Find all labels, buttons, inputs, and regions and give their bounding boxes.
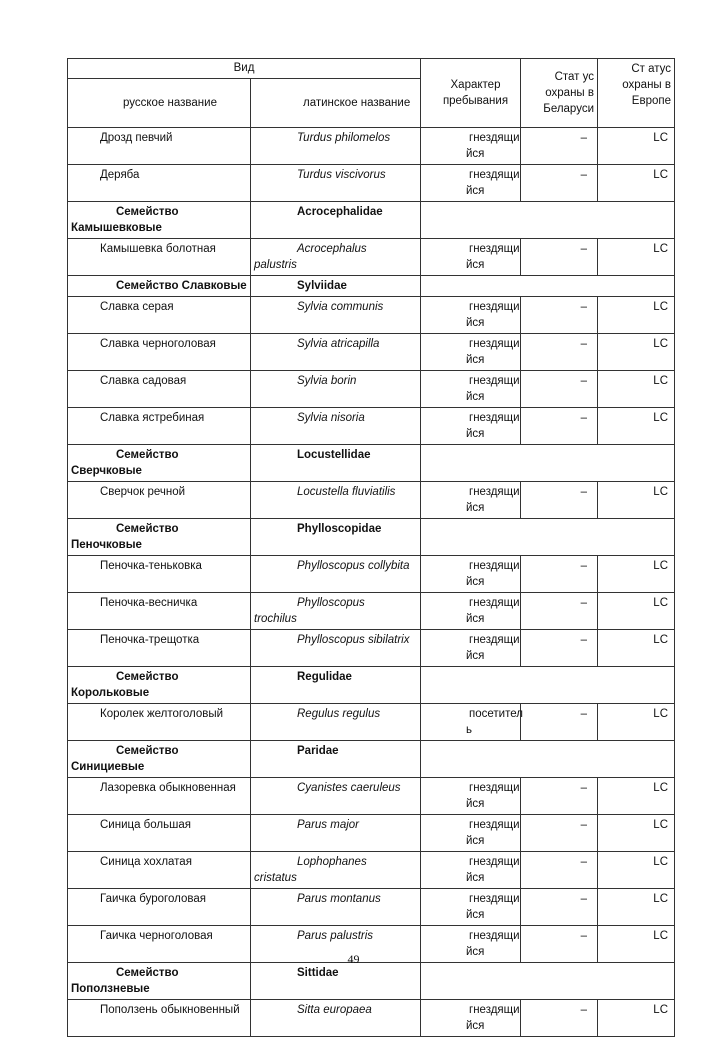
latin-name: Regulus regulus (297, 708, 381, 720)
family-russian-name (68, 445, 251, 482)
character-cell (421, 704, 521, 741)
russian-name: Синица большая (68, 815, 251, 852)
character-cell (421, 165, 521, 202)
character-line1: гнездящи (469, 1004, 520, 1016)
latin-name: Sitta europaea (297, 1004, 372, 1016)
family-label: Семейство (116, 523, 179, 535)
status-belarus: – (521, 630, 598, 667)
latin-name-cell (251, 852, 421, 889)
page-number: 49 (347, 952, 360, 966)
latin-name-cell (251, 371, 421, 408)
russian-name: Деряба (68, 165, 251, 202)
character-line1: гнездящи (469, 243, 520, 255)
latin-name-cell (251, 778, 421, 815)
character-line2: йся (466, 576, 485, 588)
header-status-belarus: Стат ус охраны в Беларуси (521, 59, 598, 128)
latin-name-cell (251, 1000, 421, 1037)
character-line1: посетител (469, 708, 523, 720)
status-belarus: – (521, 297, 598, 334)
family-label: Семейство (116, 671, 179, 683)
status-belarus: – (521, 371, 598, 408)
status-europe: LC (598, 334, 675, 371)
family-latin-name: Phylloscopidae (251, 519, 421, 556)
family-label: Семейство (116, 745, 179, 757)
character-line2: йся (466, 391, 485, 403)
character-line1: гнездящи (469, 412, 520, 424)
header-character: Характер пребывания (421, 59, 521, 128)
family-empty-cell (421, 276, 675, 297)
latin-name-line1: Phylloscopus (297, 597, 365, 609)
russian-name: Сверчок речной (68, 482, 251, 519)
status-belarus: – (521, 482, 598, 519)
character-cell (421, 630, 521, 667)
latin-name: Sylvia communis (297, 301, 384, 313)
header-russian-name: русское название (68, 79, 251, 128)
header-latin-name: латинское название (251, 79, 421, 128)
family-empty-cell (421, 667, 675, 704)
latin-name-cell (251, 889, 421, 926)
family-empty-cell (421, 741, 675, 778)
character-cell (421, 239, 521, 276)
latin-name: Parus major (297, 819, 359, 831)
family-name: Синициевые (71, 761, 145, 773)
family-latin-name: Sylviidae (251, 276, 421, 297)
table-row (68, 1000, 675, 1037)
character-cell (421, 889, 521, 926)
latin-name-cell (251, 704, 421, 741)
family-row (68, 667, 675, 704)
family-latin-name: Regulidae (251, 667, 421, 704)
latin-name-cell (251, 334, 421, 371)
character-line2: йся (466, 650, 485, 662)
latin-name: Phylloscopus collybita (297, 560, 410, 572)
status-belarus: – (521, 128, 598, 165)
latin-name: Parus palustris (297, 930, 374, 942)
character-line2: йся (466, 259, 485, 271)
status-europe: LC (598, 926, 675, 963)
character-line2: йся (466, 798, 485, 810)
status-belarus: – (521, 334, 598, 371)
family-empty-cell (421, 963, 675, 1000)
family-latin-name: Locustellidae (251, 445, 421, 482)
latin-name-cell (251, 593, 421, 630)
russian-name: Славка садовая (68, 371, 251, 408)
character-line1: гнездящи (469, 375, 520, 387)
character-line2: йся (466, 613, 485, 625)
character-cell (421, 297, 521, 334)
character-line2: йся (466, 1020, 485, 1032)
header-status-europe: Ст атус охраны в Европе (598, 59, 675, 128)
family-empty-cell (421, 519, 675, 556)
status-europe: LC (598, 630, 675, 667)
status-belarus: – (521, 239, 598, 276)
latin-name-cell (251, 297, 421, 334)
russian-name: Гаичка буроголовая (68, 889, 251, 926)
character-cell (421, 334, 521, 371)
status-europe: LC (598, 297, 675, 334)
status-belarus: – (521, 852, 598, 889)
character-line2: йся (466, 354, 485, 366)
status-europe: LC (598, 408, 675, 445)
family-russian-name (68, 963, 251, 1000)
russian-name: Дрозд певчий (68, 128, 251, 165)
character-line2: йся (466, 428, 485, 440)
status-belarus: – (521, 593, 598, 630)
table-row (68, 482, 675, 519)
character-line1: гнездящи (469, 634, 520, 646)
character-cell (421, 778, 521, 815)
status-europe: LC (598, 165, 675, 202)
latin-name-cell (251, 239, 421, 276)
russian-name: Славка серая (68, 297, 251, 334)
header-vid: Вид (68, 59, 421, 79)
character-line2: йся (466, 872, 485, 884)
latin-name-cell (251, 630, 421, 667)
character-line2: йся (466, 909, 485, 921)
status-europe: LC (598, 852, 675, 889)
table-row (68, 889, 675, 926)
character-line1: гнездящи (469, 782, 520, 794)
character-line1: гнездящи (469, 930, 520, 942)
family-label: Семейство (116, 449, 179, 461)
latin-name-cell (251, 165, 421, 202)
family-name: Корольковые (71, 687, 150, 699)
character-line1: гнездящи (469, 560, 520, 572)
character-line1: гнездящи (469, 301, 520, 313)
latin-name-cell (251, 556, 421, 593)
character-line2: йся (466, 185, 485, 197)
character-line1: гнездящи (469, 338, 520, 350)
table-row (68, 165, 675, 202)
table-row (68, 630, 675, 667)
latin-name: Turdus viscivorus (297, 169, 386, 181)
family-name: Пеночковые (71, 539, 142, 551)
family-russian-name (68, 202, 251, 239)
status-europe: LC (598, 482, 675, 519)
family-russian-name (68, 276, 251, 297)
character-line2: йся (466, 502, 485, 514)
character-line2: йся (466, 946, 485, 958)
latin-name: Sylvia atricapilla (297, 338, 380, 350)
character-line2: йся (466, 835, 485, 847)
character-cell (421, 482, 521, 519)
status-belarus: – (521, 165, 598, 202)
russian-name: Славка ястребиная (68, 408, 251, 445)
character-cell (421, 408, 521, 445)
status-belarus: – (521, 815, 598, 852)
character-cell (421, 815, 521, 852)
character-line1: гнездящи (469, 169, 520, 181)
latin-name: Phylloscopus sibilatrix (297, 634, 410, 646)
table-row (68, 334, 675, 371)
russian-name: Пеночка-весничка (68, 593, 251, 630)
character-line1: гнездящи (469, 486, 520, 498)
family-row (68, 963, 675, 1000)
status-belarus: – (521, 1000, 598, 1037)
status-belarus: – (521, 778, 598, 815)
russian-name: Пеночка-теньковка (68, 556, 251, 593)
table-row (68, 239, 675, 276)
status-europe: LC (598, 889, 675, 926)
family-label: Семейство (116, 206, 179, 218)
character-cell (421, 556, 521, 593)
russian-name: Лазоревка обыкновенная (68, 778, 251, 815)
russian-name: Камышевка болотная (68, 239, 251, 276)
character-line1: гнездящи (469, 856, 520, 868)
status-europe: LC (598, 1000, 675, 1037)
family-russian-name (68, 741, 251, 778)
status-europe: LC (598, 815, 675, 852)
latin-name-line2: trochilus (254, 613, 297, 625)
latin-name-cell (251, 482, 421, 519)
latin-name-line2: cristatus (254, 872, 297, 884)
character-cell (421, 128, 521, 165)
russian-name: Поползень обыкновенный (68, 1000, 251, 1037)
latin-name: Parus montanus (297, 893, 381, 905)
family-label: Семейство Славковые (116, 280, 247, 292)
character-cell (421, 852, 521, 889)
character-cell (421, 371, 521, 408)
character-line2: йся (466, 148, 485, 160)
family-latin-name: Sittidae (251, 963, 421, 1000)
latin-name-cell (251, 815, 421, 852)
character-cell (421, 593, 521, 630)
character-line1: гнездящи (469, 597, 520, 609)
table-row (68, 815, 675, 852)
status-belarus: – (521, 889, 598, 926)
status-europe: LC (598, 556, 675, 593)
table-body (68, 128, 675, 1037)
status-europe: LC (598, 239, 675, 276)
latin-name: Sylvia borin (297, 375, 357, 387)
character-line2: ь (466, 724, 472, 736)
family-empty-cell (421, 202, 675, 239)
status-belarus: – (521, 926, 598, 963)
family-row (68, 519, 675, 556)
family-row (68, 741, 675, 778)
table-row (68, 371, 675, 408)
status-europe: LC (598, 704, 675, 741)
russian-name: Славка черноголовая (68, 334, 251, 371)
species-table (67, 58, 675, 1037)
family-name: Поползневые (71, 983, 150, 995)
table-row (68, 704, 675, 741)
table-row (68, 297, 675, 334)
russian-name: Королек желтоголовый (68, 704, 251, 741)
table-row (68, 852, 675, 889)
table-row (68, 778, 675, 815)
family-latin-name: Paridae (251, 741, 421, 778)
family-name: Камышевковые (71, 222, 162, 234)
latin-name: Sylvia nisoria (297, 412, 365, 424)
character-line1: гнездящи (469, 132, 520, 144)
latin-name-cell (251, 408, 421, 445)
family-row (68, 202, 675, 239)
character-line1: гнездящи (469, 819, 520, 831)
table-row (68, 556, 675, 593)
status-europe: LC (598, 371, 675, 408)
latin-name-line1: Acrocephalus (297, 243, 367, 255)
latin-name: Locustella fluviatilis (297, 486, 396, 498)
table-row (68, 128, 675, 165)
status-belarus: – (521, 556, 598, 593)
status-europe: LC (598, 128, 675, 165)
latin-name: Cyanistes caeruleus (297, 782, 401, 794)
family-label: Семейство (116, 967, 179, 979)
russian-name: Пеночка-трещотка (68, 630, 251, 667)
family-row (68, 445, 675, 482)
table-row (68, 408, 675, 445)
family-empty-cell (421, 445, 675, 482)
status-belarus: – (521, 704, 598, 741)
status-europe: LC (598, 778, 675, 815)
character-cell (421, 1000, 521, 1037)
family-row (68, 276, 675, 297)
status-belarus: – (521, 408, 598, 445)
latin-name-line2: palustris (254, 259, 297, 271)
status-europe: LC (598, 593, 675, 630)
family-russian-name (68, 667, 251, 704)
character-line1: гнездящи (469, 893, 520, 905)
russian-name: Гаичка черноголовая (68, 926, 251, 963)
family-name: Сверчковые (71, 465, 142, 477)
latin-name: Turdus philomelos (297, 132, 391, 144)
latin-name-line1: Lophophanes (297, 856, 367, 868)
russian-name: Синица хохлатая (68, 852, 251, 889)
latin-name-cell (251, 128, 421, 165)
character-line2: йся (466, 317, 485, 329)
family-latin-name: Acrocephalidae (251, 202, 421, 239)
family-russian-name (68, 519, 251, 556)
table-row (68, 593, 675, 630)
